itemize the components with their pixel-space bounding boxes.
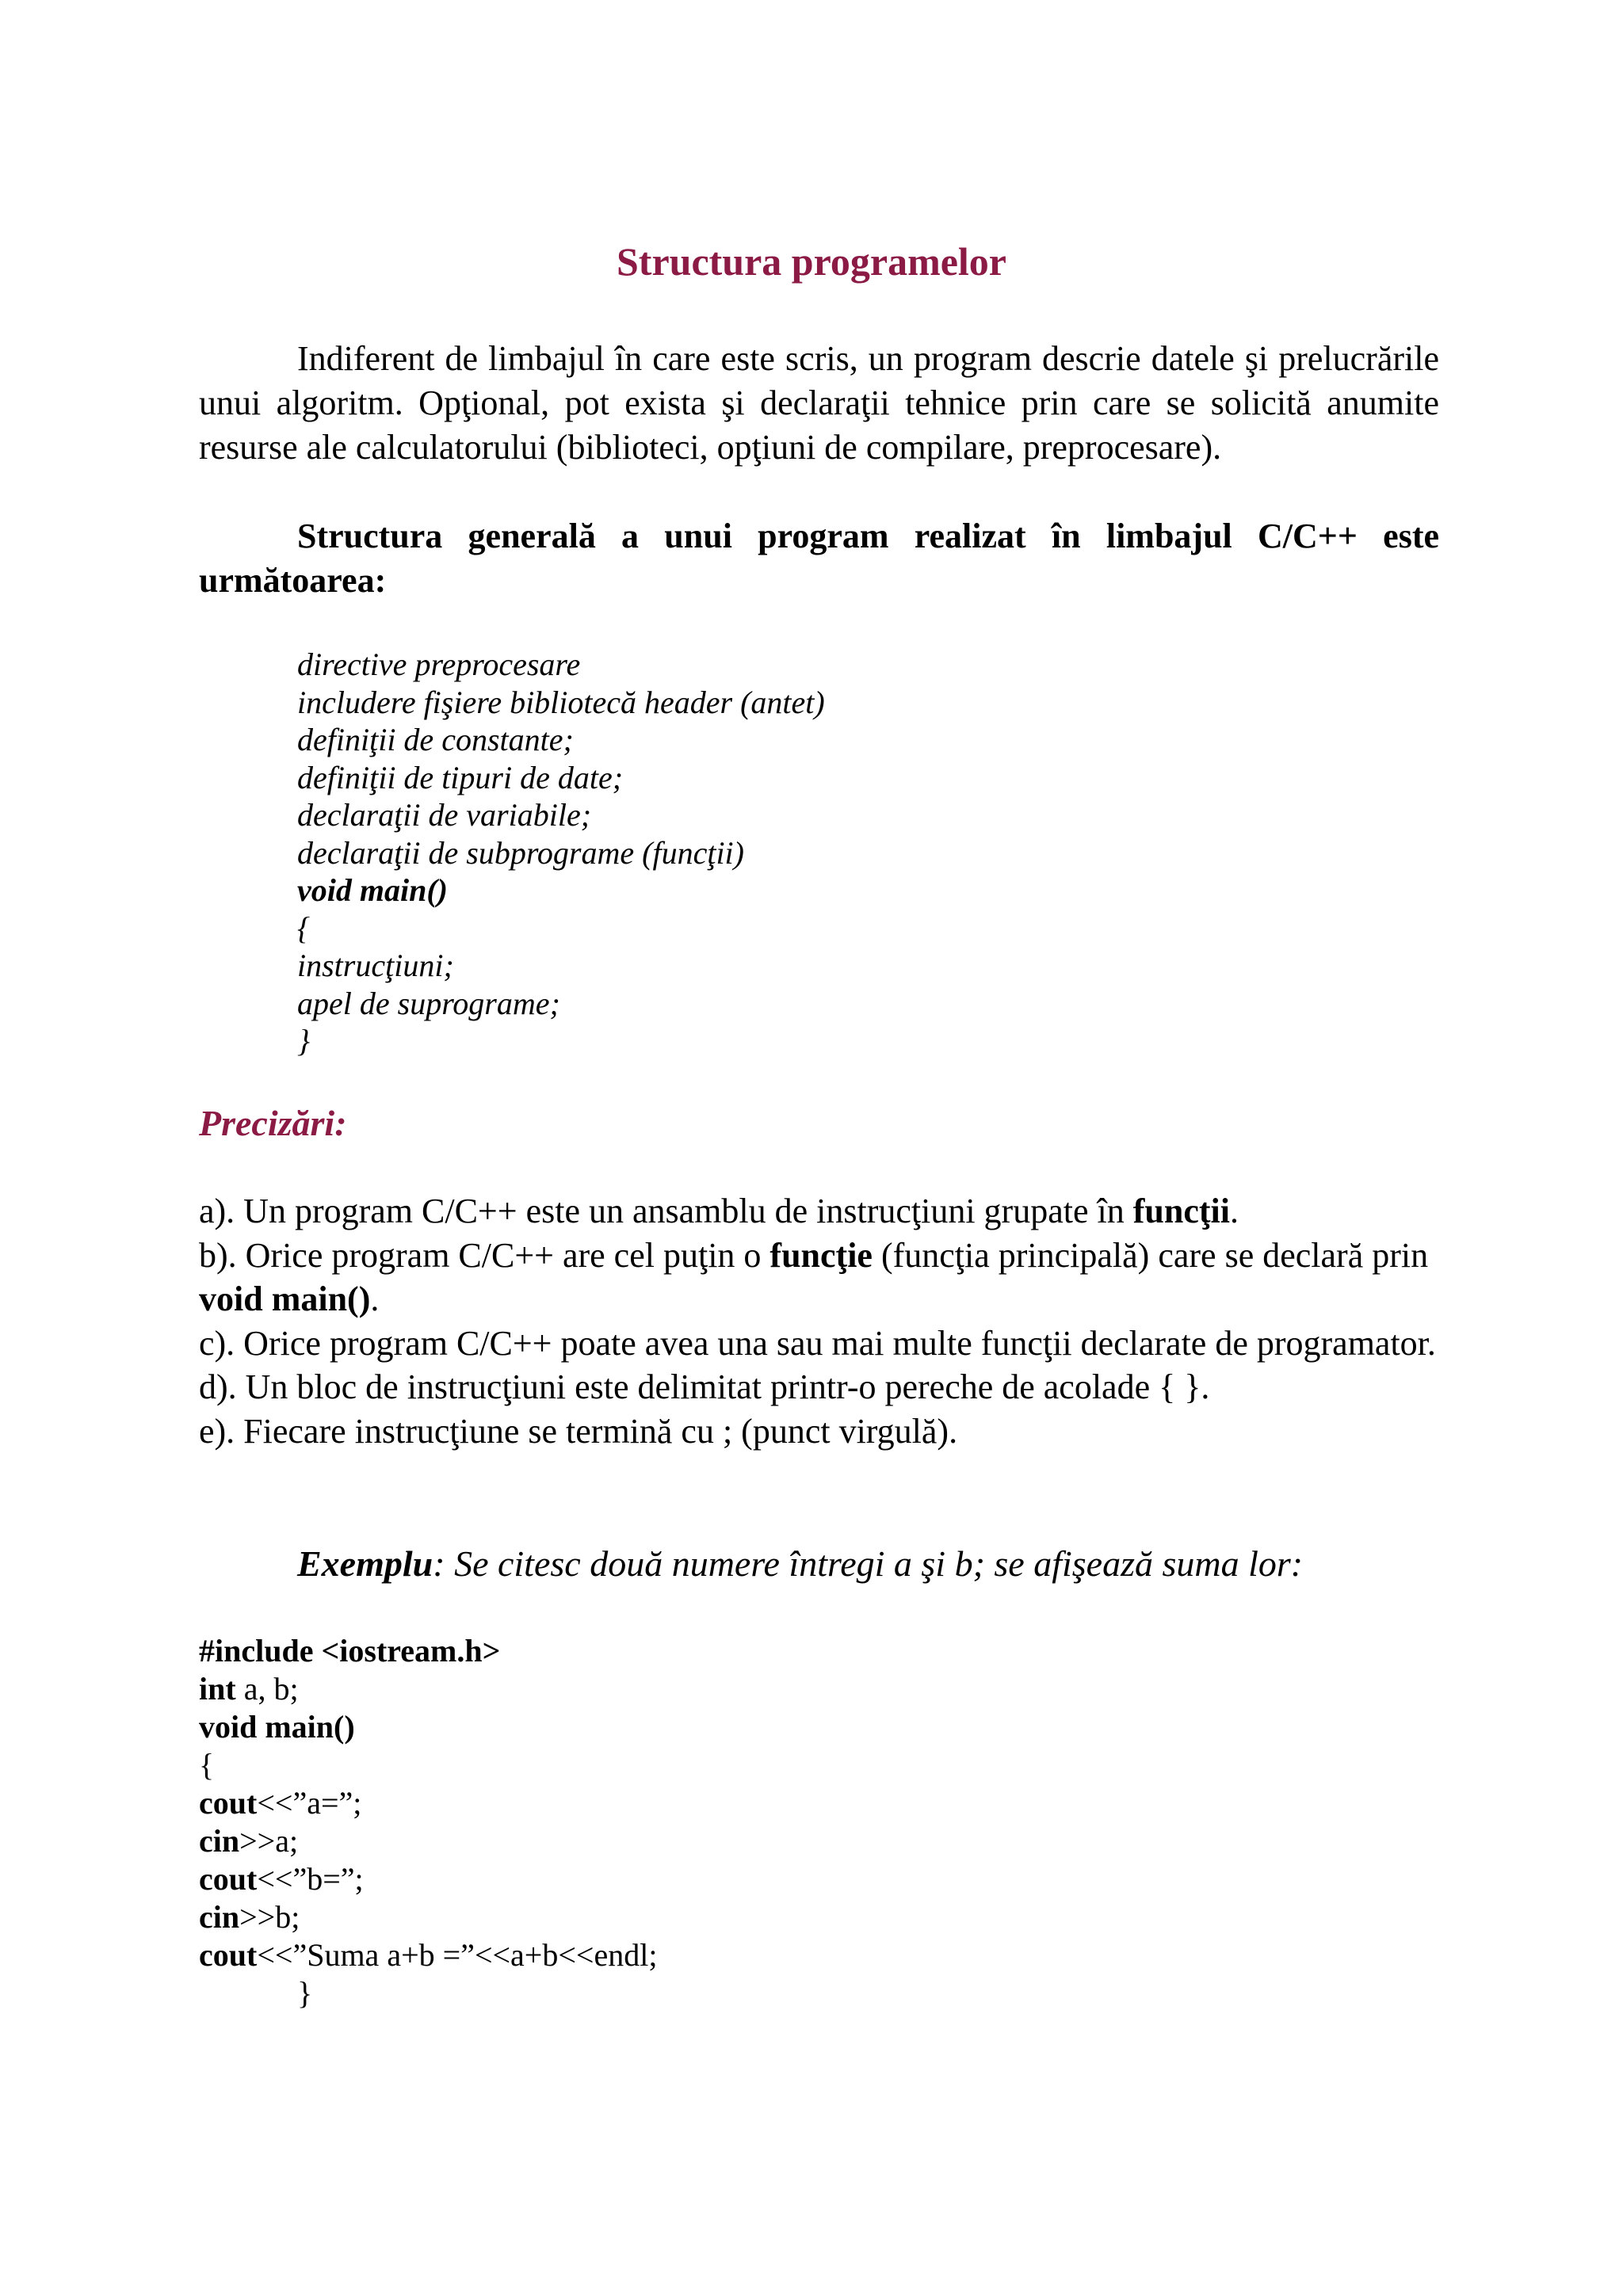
structure-item: directive preprocesare — [297, 646, 581, 682]
code-line: void main() — [199, 1709, 355, 1745]
code-example — [199, 1632, 657, 2012]
code-line: cin>>a; — [199, 1823, 299, 1859]
program-structure-list — [297, 646, 825, 1060]
note-a: a). Un program C/C++ este un ansamblu de instrucţiuni grupate în funcţii. — [199, 1192, 1239, 1230]
code-line: cout<<”b=”; — [199, 1861, 364, 1897]
notes-list — [199, 1189, 1439, 1453]
code-line: } — [297, 1975, 313, 2011]
structure-item: definiţii de constante; — [297, 722, 574, 757]
structure-intro-paragraph: Structura generală a unui program realizat în limbajul C/C++ este următoarea: — [199, 517, 1439, 600]
structure-item: definiţii de tipuri de date; — [297, 759, 624, 795]
example-text: : Se citesc două numere întregi a şi b; se afişează suma lor: — [433, 1543, 1304, 1584]
note-d: d). Un bloc de instrucţiuni este delimitat printr-o pereche de acolade { }. — [199, 1367, 1210, 1406]
structure-item: { — [297, 910, 310, 946]
structure-item-main: void main() — [297, 872, 448, 908]
code-line: int a, b; — [199, 1671, 299, 1707]
code-line: cout<<”a=”; — [199, 1785, 362, 1821]
note-c: c). Orice program C/C++ poate avea una sau mai multe funcţii declarate de programator. — [199, 1323, 1436, 1363]
page-title: Structura programelor — [616, 239, 1007, 284]
code-line: cin>>b; — [199, 1899, 300, 1935]
note-b: b). Orice program C/C++ are cel puţin o funcţie (funcţia principală) care se declară prin void main(). — [199, 1235, 1429, 1318]
structure-item: instrucţiuni; — [297, 948, 454, 983]
structure-item: declaraţii de subprograme (funcţii) — [297, 834, 744, 871]
note-e: e). Fiecare instrucţiune se termină cu ; (punct virgulă). — [199, 1411, 958, 1451]
structure-item: apel de suprograme; — [297, 985, 560, 1021]
example-label: Exemplu — [297, 1543, 433, 1584]
structure-item: declaraţii de variabile; — [297, 797, 592, 833]
code-line: cout<<”Suma a+b =”<<a+b<<endl; — [199, 1937, 658, 1973]
precizari-heading: Precizări: — [199, 1103, 347, 1143]
code-line: #include <iostream.h> — [199, 1633, 501, 1669]
code-line: { — [199, 1747, 215, 1783]
structure-item: includere fişiere bibliotecă header (antet) — [297, 684, 825, 720]
intro-paragraph: Indiferent de limbajul în care este scris, un program descrie datele şi prelucrările unui algoritm. Opţional, pot exista şi declaraţii tehnice prin care se solicită anumite resurse ale calculatorului (biblioteci, opţiuni de compilare, preprocesare). — [199, 339, 1439, 467]
example-heading — [297, 1542, 1303, 1586]
structure-item: } — [297, 1023, 310, 1058]
